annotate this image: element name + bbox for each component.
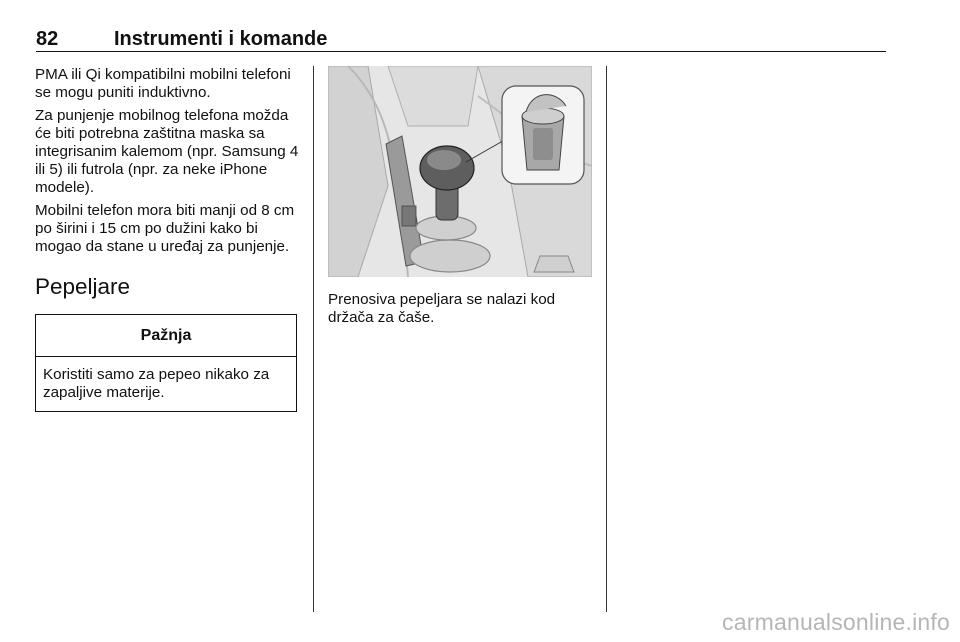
ashtray-illustration [328, 66, 592, 277]
paragraph-phone-size: Mobilni telefon mora biti manji od 8 cm po širini i 15 cm po dužini kako bi mogao da stane u uređaj za punjenje. [35, 202, 295, 255]
page-header [36, 25, 886, 52]
notice-title: Pažnja [36, 315, 296, 357]
paragraph-charging-compat: PMA ili Qi kompatibilni mobilni telefoni se mogu puniti induktivno. [35, 66, 291, 101]
section-title-ashtrays: Pepeljare [35, 274, 131, 299]
console-ashtray-drawing [328, 66, 592, 277]
paragraph-protective-case: Za punjenje mobilnog telefona možda će biti potrebna zaštitna maska sa integrisanim kalemom (npr. Samsung 4 ili 5) ili futrola (npr. za neke iPhone modele). [35, 107, 299, 196]
watermark: carmanualsonline.info [722, 609, 950, 635]
page-number: 82 [36, 28, 59, 50]
notice-body: Koristiti samo za pepeo nikako za zapaljive materije. [43, 366, 270, 401]
chapter-title: Instrumenti i komande [114, 28, 328, 50]
column-divider-1 [313, 66, 314, 612]
column-divider-2 [606, 66, 607, 612]
figure-caption: Prenosiva pepeljara se nalazi kod držača za čaše. [328, 291, 556, 326]
left-column [35, 66, 299, 412]
notice-box [35, 314, 297, 412]
